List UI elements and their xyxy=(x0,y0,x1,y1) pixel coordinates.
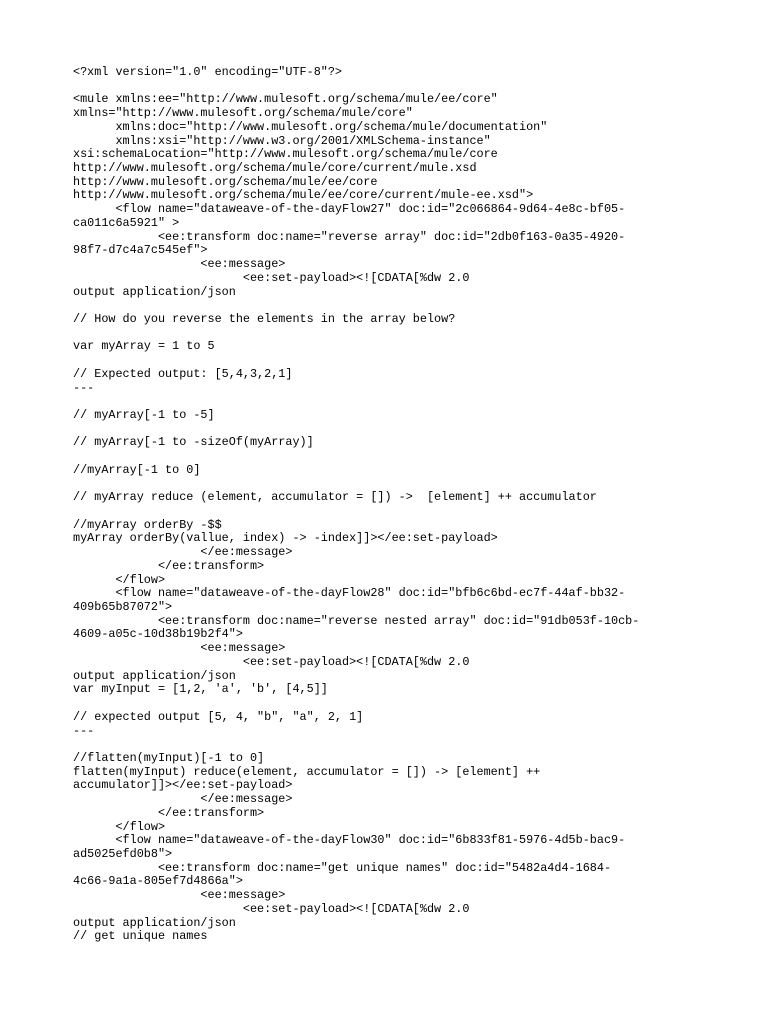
code-line: <ee:transform doc:name="reverse array" doc:id="2db0f163-0a35-4920- xyxy=(73,229,626,244)
code-line: //flatten(myInput)[-1 to 0] xyxy=(73,750,265,765)
code-line: --- xyxy=(73,723,95,738)
code-line xyxy=(73,505,753,519)
code-line: </flow> xyxy=(73,572,166,587)
code-line: // How do you reverse the elements in the array below? xyxy=(73,311,456,326)
code-line: // myArray reduce (element, accumulator = []) -> [element] ++ accumulator xyxy=(73,490,597,505)
code-line: ad5025efd0b8"> xyxy=(73,846,173,861)
code-line: accumulator]]></ee:set-payload> xyxy=(73,778,293,793)
code-line xyxy=(73,697,753,711)
code-line: // myArray[-1 to -5] xyxy=(73,407,215,422)
code-line: xmlns:doc="http://www.mulesoft.org/schema/mule/documentation" xyxy=(73,119,548,134)
code-line: <ee:transform doc:name="reverse nested array" doc:id="91db053f-10cb- xyxy=(73,613,640,628)
code-line: 409b65b87072"> xyxy=(73,600,173,615)
code-line xyxy=(73,450,753,464)
code-line xyxy=(73,478,753,492)
code-line: <ee:set-payload><![CDATA[%dw 2.0 xyxy=(73,901,470,916)
code-line: myArray orderBy(vallue, index) -> -index]]></ee:set-payload> xyxy=(73,531,498,546)
code-line: // Expected output: [5,4,3,2,1] xyxy=(73,366,293,381)
code-line xyxy=(73,80,753,94)
code-line: //myArray[-1 to 0] xyxy=(73,462,201,477)
code-line: --- xyxy=(73,380,95,395)
code-line: // get unique names xyxy=(73,929,208,944)
code-line: flatten(myInput) reduce(element, accumulator = []) -> [element] ++ xyxy=(73,764,541,779)
code-line: var myInput = [1,2, 'a', 'b', [4,5]] xyxy=(73,682,328,697)
code-line xyxy=(73,327,753,341)
code-line: <mule xmlns:ee="http://www.mulesoft.org/schema/mule/ee/core" xyxy=(73,92,498,107)
code-line: </ee:message> xyxy=(73,792,293,807)
code-line: <ee:transform doc:name="get unique names" doc:id="5482a4d4-1684- xyxy=(73,860,612,875)
code-line: 98f7-d7c4a7c545ef"> xyxy=(73,243,208,258)
code-line: <ee:set-payload><![CDATA[%dw 2.0 xyxy=(73,654,470,669)
code-line: </ee:message> xyxy=(73,545,293,560)
code-line: output application/json xyxy=(73,668,236,683)
code-line xyxy=(73,395,753,409)
code-line xyxy=(73,299,753,313)
code-line: <ee:message> xyxy=(73,641,286,656)
code-line: <ee:message> xyxy=(73,257,286,272)
code-line: </flow> xyxy=(73,819,166,834)
code-line xyxy=(73,423,753,437)
code-line: xmlns="http://www.mulesoft.org/schema/mule/core" xyxy=(73,106,413,121)
code-line: <flow name="dataweave-of-the-dayFlow30" doc:id="6b833f81-5976-4d5b-bac9- xyxy=(73,833,626,848)
code-line xyxy=(73,354,753,368)
code-line: //myArray orderBy -$$ xyxy=(73,517,222,532)
code-listing xyxy=(73,66,753,944)
code-line xyxy=(73,738,753,752)
code-line: xsi:schemaLocation="http://www.mulesoft.org/schema/mule/core xyxy=(73,147,498,162)
code-line: <flow name="dataweave-of-the-dayFlow27" doc:id="2c066864-9d64-4e8c-bf05- xyxy=(73,202,626,217)
code-line: ca011c6a5921" > xyxy=(73,215,180,230)
code-line: http://www.mulesoft.org/schema/mule/ee/core/current/mule-ee.xsd"> xyxy=(73,188,534,203)
code-line: // myArray[-1 to -sizeOf(myArray)] xyxy=(73,435,314,450)
code-line: <ee:set-payload><![CDATA[%dw 2.0 xyxy=(73,270,470,285)
code-line: </ee:transform> xyxy=(73,805,265,820)
code-line: // expected output [5, 4, "b", "a", 2, 1] xyxy=(73,709,364,724)
code-line: xmlns:xsi="http://www.w3.org/2001/XMLSchema-instance" xyxy=(73,133,491,148)
code-line: <?xml version="1.0" encoding="UTF-8"?> xyxy=(73,65,343,79)
code-line: 4c66-9a1a-805ef7d4866a"> xyxy=(73,874,243,889)
code-line: <ee:message> xyxy=(73,888,286,903)
code-line: output application/json xyxy=(73,915,236,930)
code-line: 4609-a05c-10d38b19b2f4"> xyxy=(73,627,243,642)
code-line: http://www.mulesoft.org/schema/mule/core/current/mule.xsd xyxy=(73,161,477,176)
code-line: </ee:transform> xyxy=(73,558,265,573)
code-line: output application/json xyxy=(73,284,236,299)
code-line: http://www.mulesoft.org/schema/mule/ee/core xyxy=(73,174,378,189)
code-line: var myArray = 1 to 5 xyxy=(73,339,215,354)
code-line: <flow name="dataweave-of-the-dayFlow28" doc:id="bfb6c6bd-ec7f-44af-bb32- xyxy=(73,586,626,601)
